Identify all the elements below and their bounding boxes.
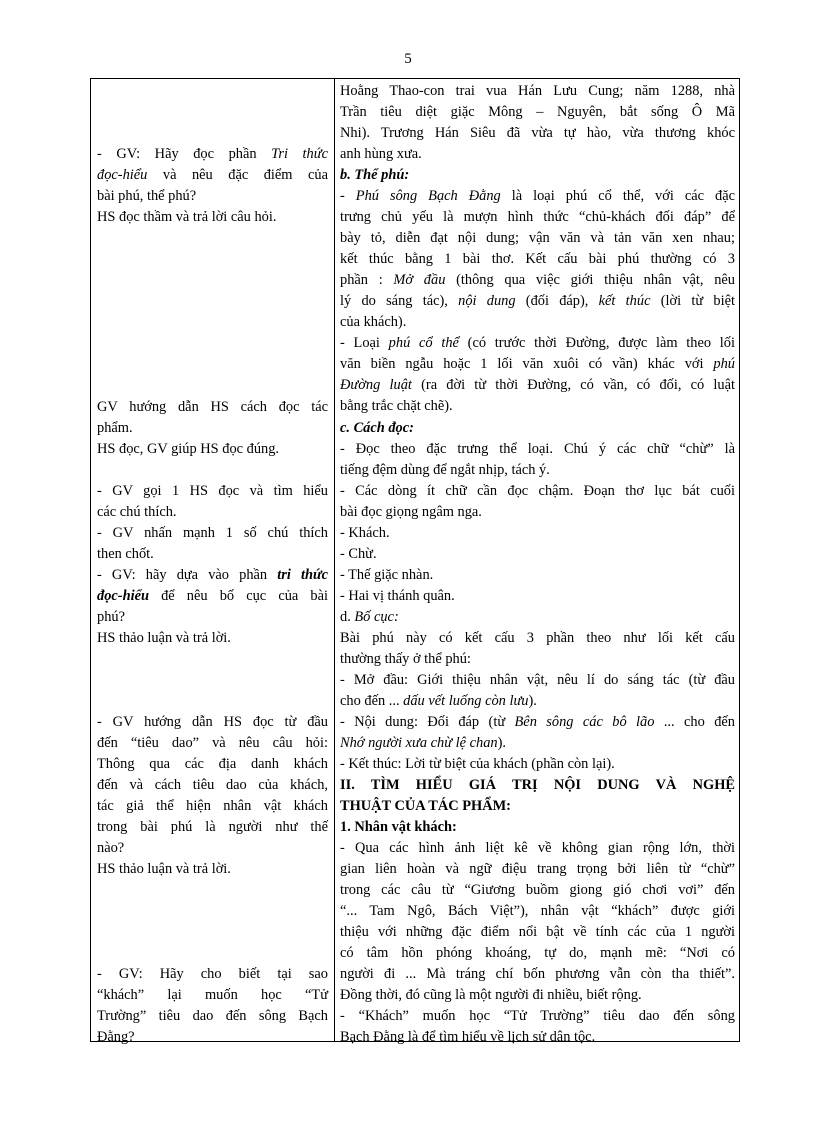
left-line: - GV nhấn mạnh 1 số chú thích [97, 525, 328, 541]
right-line: - Thế giặc nhàn. [340, 567, 434, 583]
right-line: - Qua các hình ảnh liệt kê về không gian rộng lớn, thời [340, 840, 735, 856]
right-line: Trần tiêu diệt giặc Mông – Nguyên, bắt sống Ô Mã [340, 104, 735, 120]
left-line: đến “tiêu dao” và nêu câu hỏi: [97, 735, 328, 751]
left-line: - GV gọi 1 HS đọc và tìm hiểu [97, 483, 328, 499]
left-line: - GV hướng dẫn HS đọc từ đầu [97, 714, 328, 730]
right-line: - Mở đầu: Giới thiệu nhân vật, nêu lí do sáng tác (từ đầu [340, 672, 735, 688]
right-line: thiệu với những đặc điểm nổi bật về tính các của 1 người [340, 924, 735, 940]
right-line: anh hùng xưa. [340, 146, 422, 162]
right-line: thường thấy ở thể phú: [340, 651, 471, 667]
left-line: tác giả thể hiện nhân vật khách [97, 798, 328, 814]
right-line: Nhi). Trương Hán Siêu đã vừa tự hào, vừa thương khóc [340, 125, 735, 141]
section-heading: b. Thể phú: [340, 167, 410, 183]
right-line: trưng chủ yếu là mượn hình thức “chủ-khách đối đáp” để [340, 209, 735, 225]
right-line: bằng trắc chặt chẽ). [340, 398, 453, 414]
right-line: bài đọc giọng ngâm nga. [340, 504, 482, 520]
left-line: đến và cách tiêu dao của khách, [97, 777, 328, 793]
right-line: - Khách. [340, 525, 390, 541]
left-line: nào? [97, 840, 125, 856]
right-line: Bài phú này có kết cấu 3 phần theo như lối kết cấu [340, 630, 735, 646]
left-line: GV hướng dẫn HS cách đọc tác [97, 399, 328, 415]
left-line: các chú thích. [97, 504, 177, 520]
left-line: Thông qua các địa danh khách [97, 756, 328, 772]
column-divider [334, 79, 335, 1041]
right-line: có tâm hồn phóng khoáng, tự do, mạnh mẽ: “Nơi có [340, 945, 735, 961]
right-line: gian liên hoàn và ngữ điệu trang trọng bởi liên từ “chừ” [340, 861, 735, 877]
right-line: - Chừ. [340, 546, 377, 562]
left-line: - GV: Hãy cho biết tại sao [97, 966, 328, 982]
left-line: HS thảo luận và trả lời. [97, 861, 231, 877]
section-heading: c. Cách đọc: [340, 420, 414, 436]
right-line: cho đến ... dấu vết luống còn lưu). [340, 693, 537, 709]
right-line: - Loại phú cổ thể (có trước thời Đường, được làm theo lối [340, 335, 736, 351]
left-line: bài phú, thể phú? [97, 188, 197, 204]
left-line: Trường” tiêu dao đến sông Bạch [97, 1008, 328, 1024]
section-heading: d. Bố cục: [340, 609, 399, 625]
right-line: phần : Mở đầu (thông qua việc giới thiệu nhân vật, nêu [340, 272, 735, 288]
left-line: HS đọc thầm và trả lời câu hỏi. [97, 209, 277, 225]
right-line: - Các dòng ít chữ cần đọc chậm. Đoạn thơ lục bát cuối [340, 483, 735, 499]
right-line: kết thúc bằng 1 bài thơ. Kết cấu bài phú thường có 3 [340, 251, 735, 267]
left-line: đọc-hiểu để nêu bố cục của bài [97, 588, 328, 604]
left-line: - GV: hãy dựa vào phần tri thức [97, 567, 328, 583]
right-line: - “Khách” muốn học “Tử Trường” tiêu dao đến sông [340, 1008, 735, 1024]
left-line: Đằng? [97, 1029, 135, 1045]
right-line: - Đọc theo đặc trưng thể loại. Chú ý các chữ “chừ” là [340, 441, 735, 457]
right-line: Nhớ người xưa chừ lệ chan). [340, 735, 506, 751]
right-line: - Hai vị thánh quân. [340, 588, 455, 604]
right-line: người đi ... Mà tráng chí bốn phương vẫn còn tha thiết”. [340, 966, 735, 982]
right-line: của khách). [340, 314, 407, 330]
section-heading: 1. Nhân vật khách: [340, 819, 457, 835]
left-line: HS đọc, GV giúp HS đọc đúng. [97, 441, 280, 457]
right-line: lý do sáng tác), nội dung (đối đáp), kết thúc (lời từ biệt [340, 293, 735, 309]
right-line: Đường luật (ra đời từ thời Đường, có vần, có đối, có luật [340, 377, 735, 393]
section-heading: II. TÌM HIỂU GIÁ TRỊ NỘI DUNG VÀ NGHỆ [340, 777, 735, 793]
section-heading: THUẬT CỦA TÁC PHẨM: [340, 798, 511, 814]
left-line: trong bài phú là người như thế [97, 819, 328, 835]
right-line: trong các câu từ “Giương buồm giong gió chơi vơi” đến [340, 882, 735, 898]
right-line: Hoằng Thao-con trai vua Hán Lưu Cung; năm 1288, nhà [340, 83, 735, 99]
right-line: - Kết thúc: Lời từ biệt của khách (phần còn lại). [340, 756, 615, 772]
right-line: văn biền ngẫu hoặc 1 lối văn xuôi có vần) khác với phú [340, 356, 735, 372]
right-line: Đồng thời, đó cũng là một người đi nhiều, biết rộng. [340, 987, 642, 1003]
left-line: HS thảo luận và trả lời. [97, 630, 231, 646]
left-line: - GV: Hãy đọc phần Tri thức [97, 146, 328, 162]
left-line: “khách” lại muốn học “Tử [97, 987, 328, 1003]
right-line: - Nội dung: Đối đáp (từ Bên sông các bô lão ... cho đến [340, 714, 735, 730]
left-line: phú? [97, 609, 125, 625]
right-line: Bạch Đằng là để tìm hiểu về lịch sử dân tộc. [340, 1029, 596, 1045]
left-line: then chốt. [97, 546, 154, 562]
right-line: bày tỏ, diễn đạt nội dung; vận văn và tản văn xen nhau; [340, 230, 735, 246]
right-line: “... Tam Ngô, Bách Việt”), nhân vật “khách” được giới [340, 903, 735, 919]
right-line: - Phú sông Bạch Đằng là loại phú cổ thể, với các đặc [340, 188, 735, 204]
right-line: tiếng đệm dùng để ngắt nhịp, tách ý. [340, 462, 550, 478]
left-line: phẩm. [97, 420, 133, 436]
page-number: 5 [404, 51, 412, 67]
lesson-table [90, 78, 740, 1045]
left-line: đọc-hiểu và nêu đặc điểm của [97, 167, 328, 183]
